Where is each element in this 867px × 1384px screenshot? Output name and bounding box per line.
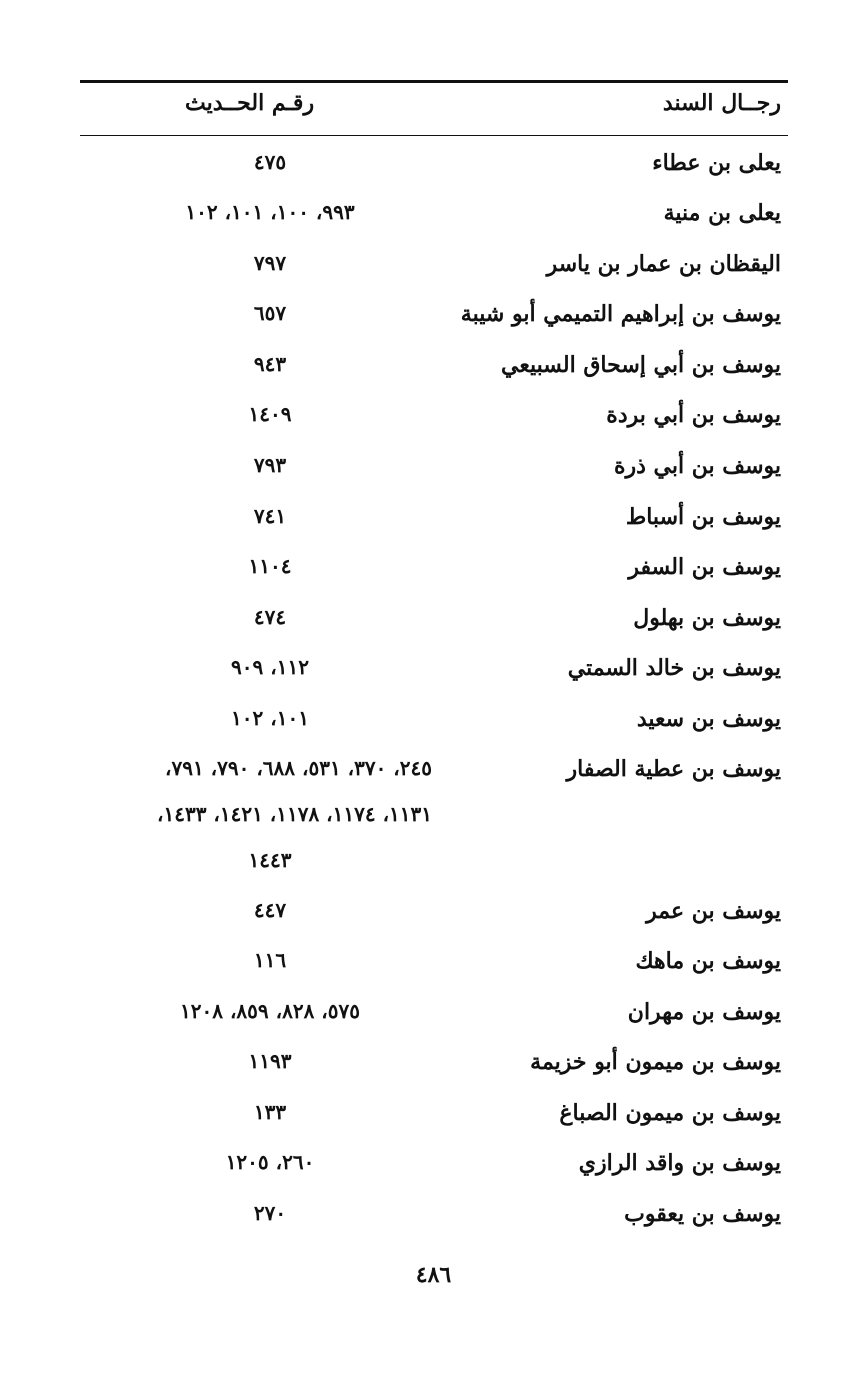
hadith-numbers-line: ١١٣١، ١١٧٤، ١١٧٨، ١٤٢١، ١٤٣٣، (157, 802, 432, 826)
index-row (0, 999, 867, 1039)
index-row (0, 352, 867, 392)
index-row (0, 251, 867, 291)
narrator-name: يوسف بن عطية الصفار (566, 756, 781, 782)
narrator-name: يوسف بن سعيد (636, 706, 781, 732)
index-row (0, 706, 867, 746)
narrator-name: يوسف بن ميمون الصباغ (559, 1100, 781, 1126)
narrator-name: يوسف بن عمر (646, 898, 781, 924)
hadith-numbers: ٩٩٣، ١٠٠، ١٠١، ١٠٢ (185, 200, 355, 224)
hadith-numbers: ٧٩٣ (253, 453, 287, 477)
index-row (0, 655, 867, 695)
header-rule (80, 135, 788, 136)
hadith-numbers: ١٣٣ (253, 1100, 287, 1124)
column-header-narrators: رجــال السند (662, 90, 781, 116)
hadith-numbers-line: ١٤٤٣ (248, 848, 292, 872)
hadith-numbers: ١١٠٤ (248, 554, 292, 578)
narrator-name: يعلى بن منية (663, 200, 781, 226)
index-row (0, 605, 867, 645)
hadith-numbers-line: ٢٤٥، ٣٧٠، ٥٣١، ٦٨٨، ٧٩٠، ٧٩١، (165, 756, 432, 780)
hadith-numbers: ١٠١، ١٠٢ (231, 706, 309, 730)
hadith-numbers: ١١٦ (253, 948, 287, 972)
index-row (0, 504, 867, 544)
narrator-name: يوسف بن يعقوب (624, 1201, 781, 1227)
narrator-name: يوسف بن إبراهيم التميمي أبو شيبة (460, 301, 781, 327)
narrator-name: يوسف بن بهلول (633, 605, 781, 631)
index-row (0, 1150, 867, 1190)
narrator-name: يوسف بن أبي إسحاق السبيعي (501, 352, 781, 378)
index-row (0, 1100, 867, 1140)
index-row (0, 150, 867, 190)
index-row (0, 756, 867, 876)
narrator-name: يوسف بن ميمون أبو خزيمة (530, 1049, 781, 1075)
narrator-name: يوسف بن واقد الرازي (578, 1150, 781, 1176)
hadith-numbers: ٤٧٥ (253, 150, 287, 174)
narrator-name: يعلى بن عطاء (652, 150, 781, 176)
index-row (0, 948, 867, 988)
page-number: ٤٨٦ (415, 1262, 452, 1288)
hadith-numbers: ١٤٠٩ (248, 402, 292, 426)
narrator-name: يوسف بن أبي ذرة (613, 453, 781, 479)
index-row (0, 200, 867, 240)
narrator-name: يوسف بن مهران (627, 999, 781, 1025)
top-rule (80, 80, 788, 83)
hadith-numbers: ٢٧٠ (253, 1201, 287, 1225)
hadith-numbers: ٧٩٧ (253, 251, 287, 275)
narrator-name: اليقظان بن عمار بن ياسر (546, 251, 781, 277)
index-row (0, 1201, 867, 1241)
narrator-name: يوسف بن أبي بردة (606, 402, 781, 428)
narrator-name: يوسف بن خالد السمتي (567, 655, 781, 681)
index-row (0, 453, 867, 493)
column-header-hadith-numbers: رقـم الحــديث (185, 90, 315, 116)
hadith-numbers: ١١٩٣ (248, 1049, 292, 1073)
index-row (0, 301, 867, 341)
hadith-numbers: ٢٦٠، ١٢٠٥ (225, 1150, 315, 1174)
hadith-numbers: ٩٤٣ (253, 352, 287, 376)
hadith-numbers: ٥٧٥، ٨٢٨، ٨٥٩، ١٢٠٨ (180, 999, 360, 1023)
hadith-numbers: ٧٤١ (253, 504, 287, 528)
hadith-numbers: ٤٤٧ (253, 898, 287, 922)
index-row (0, 1049, 867, 1089)
index-row (0, 402, 867, 442)
narrator-name: يوسف بن أسباط (625, 504, 781, 530)
hadith-numbers: ١١٢، ٩٠٩ (231, 655, 309, 679)
index-row (0, 554, 867, 594)
hadith-numbers: ٤٧٤ (253, 605, 287, 629)
narrator-name: يوسف بن السفر (628, 554, 781, 580)
narrator-name: يوسف بن ماهك (635, 948, 781, 974)
index-row (0, 898, 867, 938)
hadith-numbers: ٦٥٧ (253, 301, 287, 325)
